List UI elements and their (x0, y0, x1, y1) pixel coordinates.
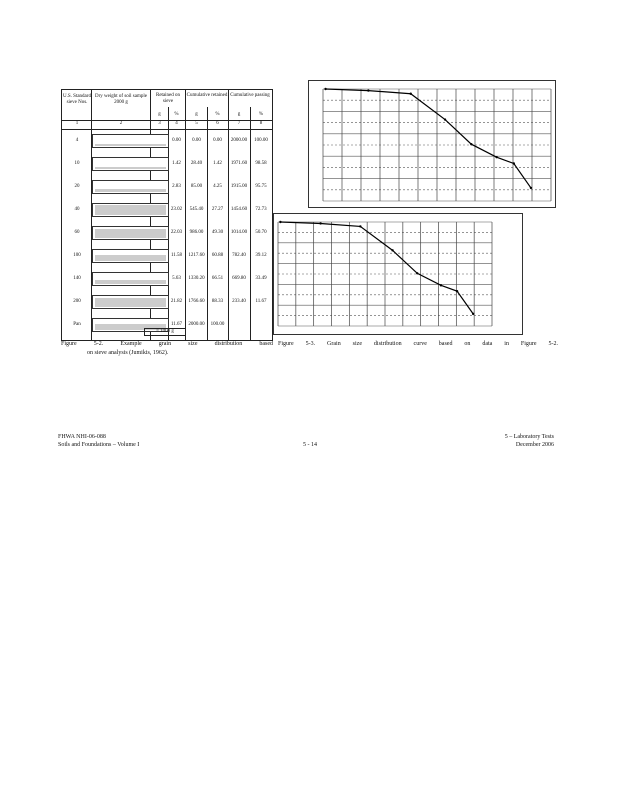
col-number: 6 (216, 121, 219, 126)
table-cell-cp: 27.27 (211, 207, 224, 212)
col-number: 1 (75, 121, 79, 126)
table-cell-pct: 11.67 (170, 322, 183, 327)
table-cell-sieve: 100 (73, 253, 81, 258)
table-cell-pct: 23.02 (170, 207, 183, 212)
table-cell-pp: 33.49 (255, 276, 267, 281)
retained-soil-fill (95, 205, 166, 215)
table-cell-cp: 88.33 (211, 299, 224, 304)
header-sieve-nos: U.S. Standard sieve Nos. (63, 94, 91, 105)
col-number: 7 (237, 121, 241, 126)
sieve-drawing (92, 134, 169, 148)
sieve-drawing (92, 295, 169, 309)
subheader: % (215, 112, 220, 117)
figure-5-3-caption: Figure 5-3. Grain size distribution curve based on data in Figure 5-2. (278, 341, 558, 347)
subheader: g (195, 112, 198, 117)
grain-size-curve (326, 89, 531, 188)
sieve-drawing (92, 226, 169, 240)
data-point (319, 222, 321, 224)
table-cell-pg: 669.80 (232, 276, 246, 281)
table-cell-cp: 66.51 (211, 276, 224, 281)
data-point (410, 93, 412, 95)
caption-line: on sieve analysis (Jumikis, 1962). (87, 350, 169, 356)
table-cell-pct: 5.63 (172, 276, 181, 281)
table-cell-cg: 28.40 (190, 161, 203, 166)
data-point (470, 143, 472, 145)
data-point (472, 313, 474, 315)
subheader: g (237, 112, 241, 117)
table-cell-cp: 49.30 (211, 230, 224, 235)
table-cell-pg: 1454.60 (230, 207, 248, 212)
sieve-drawing (92, 180, 169, 194)
table-cell-pct: 1.42 (172, 161, 181, 166)
total-note: = 1000 g (144, 328, 186, 336)
table-cell-pct: 21.82 (170, 299, 183, 304)
footer-right (470, 433, 554, 449)
table-cell-pp: 11.67 (255, 299, 267, 304)
data-point (440, 284, 442, 286)
table-cell-cp: 100.00 (210, 322, 225, 327)
footer-doc-title: Soils and Foundations – Volume I (58, 442, 140, 448)
data-point (530, 187, 532, 189)
grain-size-curve (280, 222, 473, 314)
table-cell-pp: 72.73 (255, 207, 267, 212)
table-cell-cg: 85.00 (190, 184, 203, 189)
table-cell-cg: 1217.60 (188, 253, 205, 258)
retained-soil-fill (95, 280, 166, 284)
table-cell-pp: 39.12 (255, 253, 267, 258)
footer-chapter: 5 – Laboratory Tests (504, 434, 554, 440)
table-cell-cg: 986.00 (189, 230, 204, 235)
retained-soil-fill (95, 167, 166, 169)
col-number: 5 (195, 121, 198, 126)
table-cell-pct: 0.00 (172, 138, 181, 143)
footer-left (58, 433, 139, 449)
table-cell-cg: 545.40 (189, 207, 204, 212)
table-cell-sieve: 140 (73, 276, 81, 281)
col-number: 3 (158, 121, 161, 126)
table-cell-cg: 2000.00 (188, 322, 205, 327)
col-number: 2 (119, 121, 123, 126)
table-cell-pp: 50.70 (255, 230, 267, 235)
table-cell-cg: 0.00 (192, 138, 201, 143)
data-point (444, 118, 446, 120)
sieve-drawing (92, 249, 169, 263)
table-cell-pg: 1971.60 (230, 161, 248, 166)
caption-line: Figure 5-2. Example grain size distribution based (61, 341, 273, 347)
retained-soil-fill (95, 255, 166, 261)
table-cell-cp: 60.88 (211, 253, 224, 258)
table-cell-pg: 1915.00 (230, 184, 248, 189)
table-cell-sieve: Pan (73, 322, 81, 327)
table-cell-pp: 100.00 (254, 138, 268, 143)
data-point (324, 88, 326, 90)
grain-size-chart-lower (273, 213, 523, 335)
table-cell-pg: 782.40 (232, 253, 246, 258)
table-cell-cp: 0.00 (213, 138, 222, 143)
table-cell-pg: 1014.00 (230, 230, 248, 235)
table-cell-cp: 4.25 (213, 184, 222, 189)
table-cell-pp: 95.75 (255, 184, 267, 189)
data-point (367, 89, 369, 91)
header-dry-weight: Dry weight of soil sample 2000 g (95, 94, 147, 105)
header-cumulative-retained: Cumulative retained (186, 93, 228, 98)
page-number: 5 - 14 (303, 442, 317, 448)
table-cell-sieve: 10 (74, 161, 80, 166)
table-cell-pct: 11.58 (170, 253, 183, 258)
data-point (391, 249, 393, 251)
col-number: 4 (175, 121, 178, 126)
data-point (359, 225, 361, 227)
data-point (279, 221, 281, 223)
col-number: 8 (259, 121, 263, 126)
retained-soil-fill (95, 144, 166, 146)
table-cell-sieve: 40 (74, 207, 80, 212)
subheader: % (258, 112, 264, 117)
table-cell-pg: 2000.00 (230, 138, 248, 143)
sieve-drawing (92, 203, 169, 217)
retained-soil-fill (95, 229, 166, 238)
data-point (456, 290, 458, 292)
table-cell-pg: 233.40 (232, 299, 246, 304)
table-cell-sieve: 60 (74, 230, 80, 235)
table-cell-sieve: 20 (74, 184, 80, 189)
table-cell-cg: 1330.20 (188, 276, 205, 281)
table-cell-pct: 2.83 (172, 184, 181, 189)
sieve-analysis-table (61, 89, 273, 341)
table-cell-sieve: 200 (73, 299, 81, 304)
footer-doc-number: FHWA NHI-06-088 (58, 434, 106, 440)
figure-5-2-caption (61, 340, 273, 358)
data-point (513, 162, 515, 164)
table-cell-pp: 98.58 (255, 161, 267, 166)
column-number-row (62, 120, 272, 130)
sieve-drawing (92, 157, 169, 171)
subheader: g (158, 112, 161, 117)
grain-size-chart-upper (308, 80, 556, 208)
table-cell-cp: 1.42 (213, 161, 222, 166)
header-cumulative-passing: Cumulative passing (230, 93, 270, 98)
table-cell-cg: 1766.60 (188, 299, 205, 304)
data-point (495, 156, 497, 158)
retained-soil-fill (95, 298, 166, 307)
table-cell-pct: 22.03 (170, 230, 183, 235)
footer-date: December 2006 (515, 442, 554, 448)
retained-soil-fill (95, 189, 166, 192)
sieve-drawing (92, 272, 169, 286)
subheader: % (174, 112, 179, 117)
table-header (62, 90, 272, 121)
data-point (416, 272, 418, 274)
header-retained: Retained on sieve (155, 93, 181, 104)
table-cell-sieve: 4 (75, 138, 79, 143)
